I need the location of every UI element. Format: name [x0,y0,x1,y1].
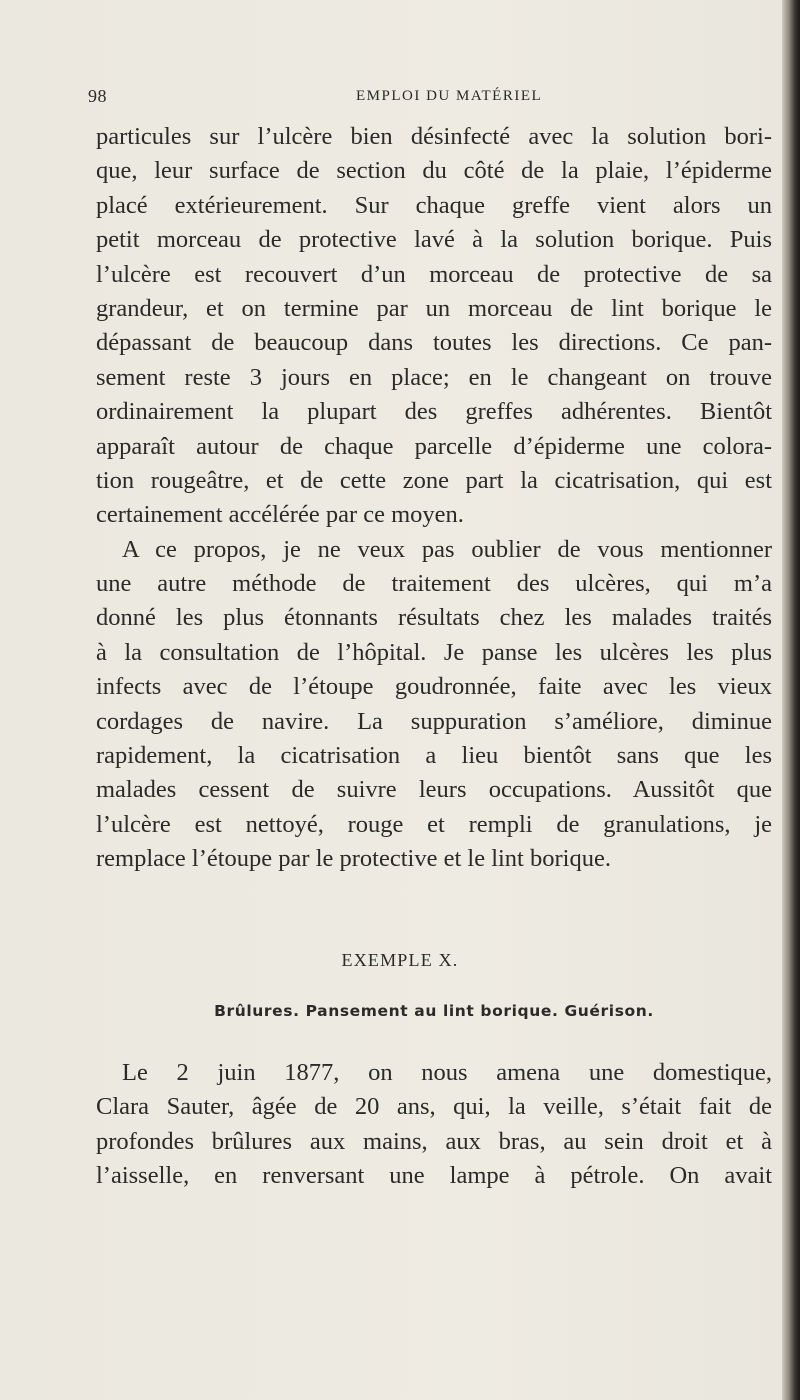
text-line: Le 2 juin 1877, on nous amena une domestique, [122,1059,772,1086]
paragraph-method [96,533,772,877]
text-line: profondes brûlures aux mains, aux bras, au sein droit et à [96,1127,772,1155]
text-line: l’aisselle, en renversant une lampe à pétrole. On avait [96,1162,772,1190]
page-binding-edge [782,0,800,1400]
example-subheading: Brûlures. Pansement au lint borique. Guérison. [214,1002,654,1020]
text-line: sement reste 3 jours en place; en le changeant on trouve [96,363,772,391]
text-line: que, leur surface de section du côté de la plaie, l’épiderme [96,157,772,185]
text-line: particules sur l’ulcère bien désinfecté avec la solution bori- [96,123,772,150]
text-line: dépassant de beaucoup dans toutes les directions. Ce pan- [96,329,772,357]
text-line: une autre méthode de traitement des ulcères, qui m’a [96,570,772,598]
text-line: A ce propos, je ne veux pas oublier de vous mentionner [122,535,772,563]
text-line: remplace l’étoupe par le protective et le lint borique. [96,845,611,873]
example-heading: EXEMPLE X. [341,950,459,970]
text-line: l’ulcère est recouvert d’un morceau de protective de sa [96,260,772,288]
text-line: placé extérieurement. Sur chaque greffe vient alors un [96,191,772,219]
text-line: apparaît autour de chaque parcelle d’épiderme une colora- [96,432,772,460]
text-line: cordages de navire. La suppuration s’améliore, diminue [96,707,772,735]
text-line: grandeur, et on termine par un morceau de lint borique le [96,294,772,322]
text-line: tion rougeâtre, et de cette zone part la cicatrisation, qui est [96,466,772,494]
text-line: certainement accélérée par ce moyen. [96,501,464,529]
text-line: à la consultation de l’hôpital. Je panse les ulcères les plus [96,638,772,666]
text-line: malades cessent de suivre leurs occupations. Aussitôt que [96,776,772,804]
text-line: donné les plus étonnants résultats chez les malades traités [96,604,772,632]
text-line: infects avec de l’étoupe goudronnée, faite avec les vieux [96,673,772,701]
text-line: rapidement, la cicatrisation a lieu bientôt sans que les [96,742,772,770]
running-head: EMPLOI DU MATÉRIEL [356,88,543,104]
paragraph-continued [96,120,772,533]
text-line: ordinairement la plupart des greffes adhérentes. Bientôt [96,398,772,426]
text-line: petit morceau de protective lavé à la solution borique. Puis [96,226,772,254]
page-header [88,86,768,116]
main-text [96,120,772,877]
text-line: Clara Sauter, âgée de 20 ans, qui, la veille, s’était fait de [96,1093,772,1121]
page-number: 98 [88,86,107,106]
text-line: l’ulcère est nettoyé, rouge et rempli de granulations, je [96,810,772,838]
case-text [96,1056,772,1194]
